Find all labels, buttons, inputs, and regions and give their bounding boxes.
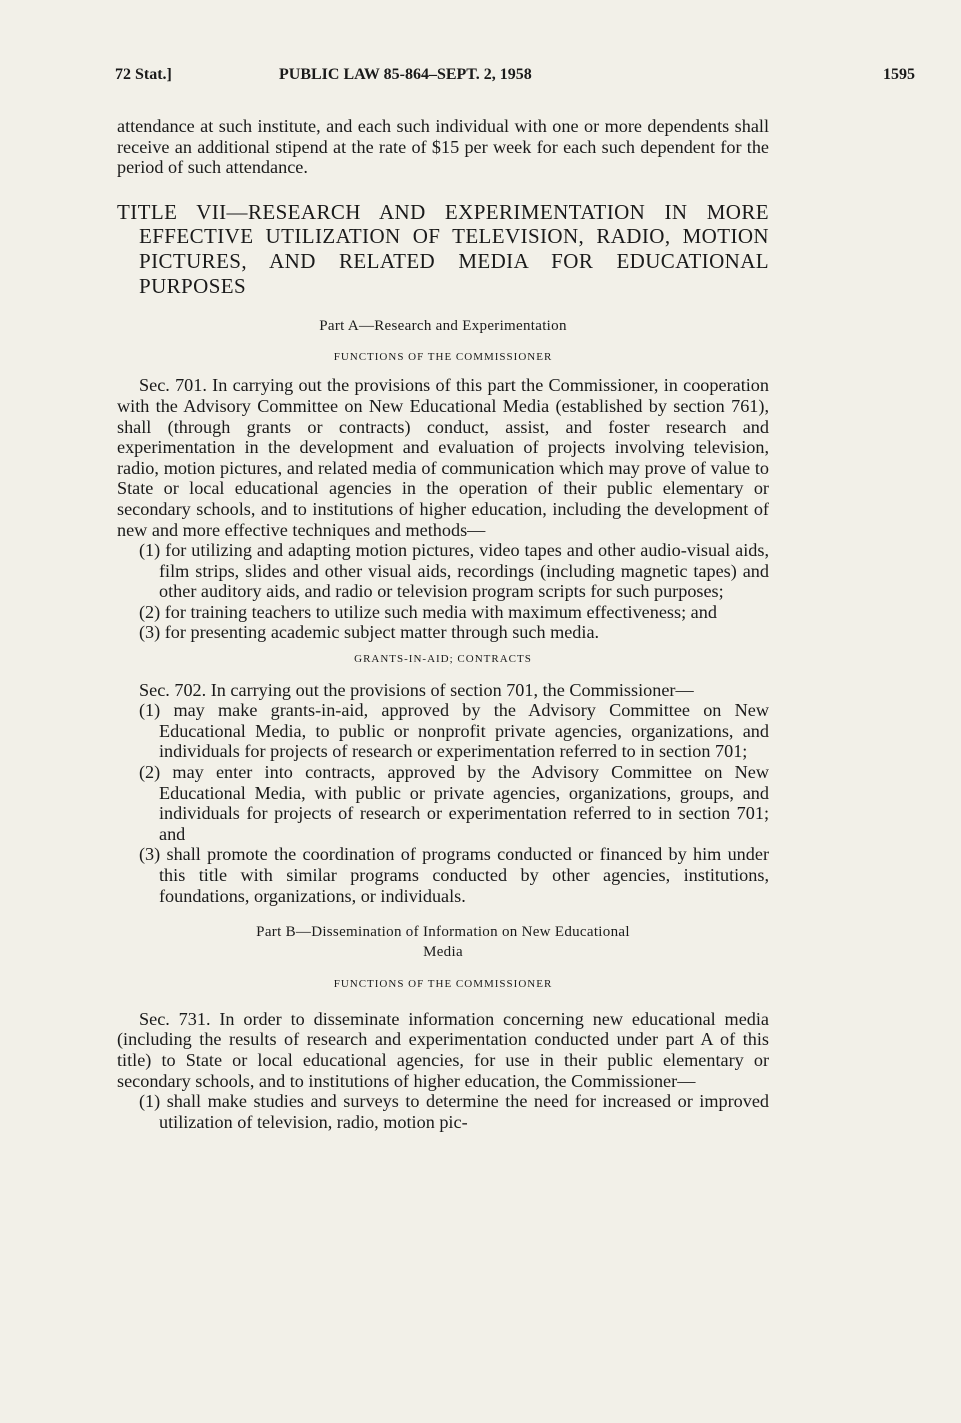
intro-paragraph: attendance at such institute, and each such individual with one or more dependents shall receive an additional stipend at the rate of $15 per week for each such dependent for the period of such attendance.: [117, 116, 769, 178]
part-b-functions-heading: FUNCTIONS OF THE COMMISSIONER: [333, 978, 553, 991]
sec-702-item-2: (2) may enter into contracts, approved by the Advisory Committee on New Educational Media, with public or private agencies, organizations, groups, and individuals for projects of research or experimentation referred to in section 701; and: [139, 762, 769, 844]
sec-702-item-3: (3) shall promote the coordination of programs conducted or financed by him under this title with similar programs conducted by other agencies, institutions, foundations, organizations, or individuals.: [139, 844, 769, 906]
sec-701-item-1: (1) for utilizing and adapting motion pictures, video tapes and other audio-visual aids, film strips, slides and other visual aids, recordings (including magnetic tapes) and other auditory aids, and radio or television program scripts for such purposes;: [139, 540, 769, 602]
title-vii-heading: TITLE VII—RESEARCH AND EXPERIMENTATION IN MORE EFFECTIVE UTILIZATION OF TELEVISION, RADIO, MOTION PICTURES, AND RELATED MEDIA FOR EDUCATIONAL PURPOSES: [117, 199, 769, 298]
part-b-heading-line-1: Part B—Dissemination of Information on New Educational: [256, 924, 630, 941]
running-header: [115, 66, 915, 90]
part-a-heading: Part A—Research and Experimentation: [319, 318, 567, 335]
sec-701-item-3: (3) for presenting academic subject matter through such media.: [139, 622, 600, 643]
part-b-heading-line-2: Media: [423, 944, 463, 961]
sec-702-paragraph: Sec. 702. In carrying out the provisions of section 701, the Commissioner—: [139, 679, 694, 700]
statute-citation: 72 Stat.]: [115, 66, 172, 83]
part-a-functions-heading: FUNCTIONS OF THE COMMISSIONER: [333, 350, 553, 363]
sec-702-item-1: (1) may make grants-in-aid, approved by the Advisory Committee on New Educational Media, to public or nonprofit private agencies, organizations, and individuals for projects of research or experimentation referred to in section 701;: [139, 700, 769, 762]
sec-731-paragraph: Sec. 731. In order to disseminate information concerning new educational media (including the results of research and experimentation conducted under part A of this title) to State or local educational agencies, for use in their public elementary or secondary schools, and to institutions of higher education, the Commissioner—: [117, 1008, 769, 1091]
page-number: 1595: [883, 66, 915, 83]
grants-heading: GRANTS-IN-AID; CONTRACTS: [354, 653, 532, 666]
public-law-title: PUBLIC LAW 85-864–SEPT. 2, 1958: [279, 66, 532, 83]
sec-701-item-2: (2) for training teachers to utilize such media with maximum effectiveness; and: [139, 601, 717, 622]
document-body: [117, 116, 769, 1132]
sec-701-paragraph: Sec. 701. In carrying out the provisions of this part the Commissioner, in cooperation with the Advisory Committee on New Educational Media (established by section 761), shall (through grants or contracts) conduct, assist, and foster research and experimentation in the development and evaluation of projects involving television, radio, motion pictures, and related media of communication which may prove of value to State or local educational agencies in the operation of their public elementary or secondary schools, and to institutions of higher education, including the development of new and more effective techniques and methods—: [117, 375, 769, 540]
sec-731-item-1: (1) shall make studies and surveys to determine the need for increased or improved utilization of television, radio, motion pic-: [139, 1091, 769, 1132]
part-b-heading: [117, 922, 769, 962]
